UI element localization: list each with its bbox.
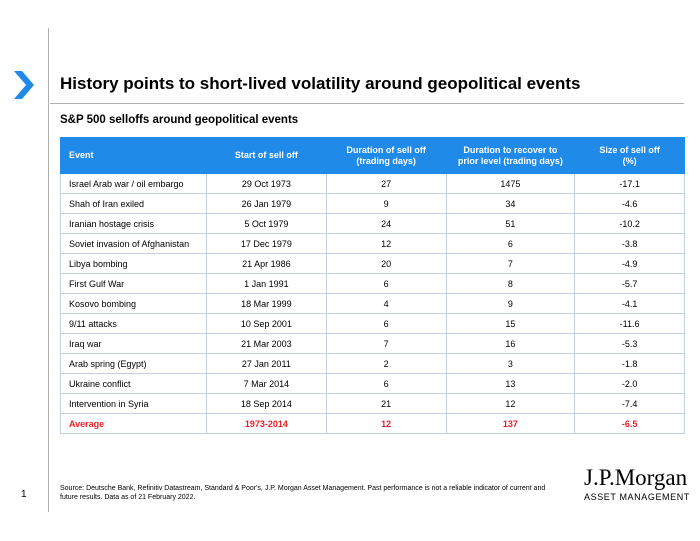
duration-cell: 6 bbox=[326, 274, 446, 294]
event-cell: 9/11 attacks bbox=[61, 314, 207, 334]
recovery-cell: 12 bbox=[446, 394, 575, 414]
logo-subtitle: ASSET MANAGEMENT bbox=[584, 492, 690, 502]
duration-cell: 21 bbox=[326, 394, 446, 414]
table-title: S&P 500 selloffs around geopolitical events bbox=[60, 114, 299, 126]
vertical-divider bbox=[48, 28, 49, 512]
duration-cell: 6 bbox=[326, 314, 446, 334]
start-cell: 21 Mar 2003 bbox=[206, 334, 326, 354]
recovery-cell: 7 bbox=[446, 254, 575, 274]
duration-cell: 12 bbox=[326, 414, 446, 434]
source-note: Source: Deutsche Bank, Refinitiv Datastream, Standard & Poor's, J.P. Morgan Asset Management. Past performance is not a reliable indicator of current and future results. Data as of 21 February 2022. bbox=[60, 485, 546, 501]
recovery-cell: 51 bbox=[446, 214, 575, 234]
duration-cell: 27 bbox=[326, 174, 446, 194]
size-cell: -11.6 bbox=[575, 314, 685, 334]
duration-cell: 4 bbox=[326, 294, 446, 314]
recovery-cell: 3 bbox=[446, 354, 575, 374]
start-cell: 26 Jan 1979 bbox=[206, 194, 326, 214]
table-row bbox=[61, 394, 685, 414]
duration-cell: 6 bbox=[326, 374, 446, 394]
table-row bbox=[61, 234, 685, 254]
duration-cell: 24 bbox=[326, 214, 446, 234]
recovery-cell: 137 bbox=[446, 414, 575, 434]
event-cell: Soviet invasion of Afghanistan bbox=[61, 234, 207, 254]
duration-cell: 9 bbox=[326, 194, 446, 214]
start-cell: 17 Dec 1979 bbox=[206, 234, 326, 254]
recovery-cell: 15 bbox=[446, 314, 575, 334]
title-divider bbox=[50, 103, 684, 104]
event-cell: Shah of Iran exiled bbox=[61, 194, 207, 214]
start-cell: 1 Jan 1991 bbox=[206, 274, 326, 294]
event-cell: Intervention in Syria bbox=[61, 394, 207, 414]
recovery-cell: 1475 bbox=[446, 174, 575, 194]
column-header-start: Start of sell off bbox=[206, 138, 326, 174]
size-cell: -7.4 bbox=[575, 394, 685, 414]
column-header-size: Size of sell off (%) bbox=[575, 138, 685, 174]
size-cell: -17.1 bbox=[575, 174, 685, 194]
recovery-cell: 9 bbox=[446, 294, 575, 314]
table-row bbox=[61, 354, 685, 374]
event-cell: Ukraine conflict bbox=[61, 374, 207, 394]
size-cell: -4.1 bbox=[575, 294, 685, 314]
recovery-cell: 13 bbox=[446, 374, 575, 394]
start-cell: 18 Mar 1999 bbox=[206, 294, 326, 314]
size-cell: -4.6 bbox=[575, 194, 685, 214]
table-row bbox=[61, 314, 685, 334]
event-cell: Iraq war bbox=[61, 334, 207, 354]
selloffs-table bbox=[60, 137, 685, 434]
table-header-row bbox=[61, 138, 685, 174]
start-cell: 21 Apr 1986 bbox=[206, 254, 326, 274]
page-title: History points to short-lived volatility around geopolitical events bbox=[60, 74, 581, 93]
size-cell: -2.0 bbox=[575, 374, 685, 394]
logo-wordmark: J.P.Morgan bbox=[584, 465, 688, 490]
size-cell: -5.3 bbox=[575, 334, 685, 354]
event-cell: Average bbox=[61, 414, 207, 434]
start-cell: 29 Oct 1973 bbox=[206, 174, 326, 194]
table-row bbox=[61, 254, 685, 274]
recovery-cell: 8 bbox=[446, 274, 575, 294]
start-cell: 1973-2014 bbox=[206, 414, 326, 434]
recovery-cell: 16 bbox=[446, 334, 575, 354]
event-cell: Israel Arab war / oil embargo bbox=[61, 174, 207, 194]
size-cell: -1.8 bbox=[575, 354, 685, 374]
event-cell: Kosovo bombing bbox=[61, 294, 207, 314]
size-cell: -10.2 bbox=[575, 214, 685, 234]
start-cell: 27 Jan 2011 bbox=[206, 354, 326, 374]
event-cell: Iranian hostage crisis bbox=[61, 214, 207, 234]
duration-cell: 12 bbox=[326, 234, 446, 254]
duration-cell: 2 bbox=[326, 354, 446, 374]
table-row bbox=[61, 374, 685, 394]
column-header-event: Event bbox=[61, 138, 207, 174]
recovery-cell: 34 bbox=[446, 194, 575, 214]
recovery-cell: 6 bbox=[446, 234, 575, 254]
size-cell: -6.5 bbox=[575, 414, 685, 434]
chevron-right-icon bbox=[12, 69, 36, 101]
start-cell: 10 Sep 2001 bbox=[206, 314, 326, 334]
event-cell: Arab spring (Egypt) bbox=[61, 354, 207, 374]
table-row bbox=[61, 334, 685, 354]
column-header-recovery: Duration to recover to prior level (trading days) bbox=[446, 138, 575, 174]
table-row bbox=[61, 174, 685, 194]
table-row bbox=[61, 214, 685, 234]
duration-cell: 7 bbox=[326, 334, 446, 354]
start-cell: 18 Sep 2014 bbox=[206, 394, 326, 414]
start-cell: 5 Oct 1979 bbox=[206, 214, 326, 234]
size-cell: -5.7 bbox=[575, 274, 685, 294]
table-row bbox=[61, 274, 685, 294]
jpmorgan-logo bbox=[584, 465, 690, 502]
table-row bbox=[61, 194, 685, 214]
size-cell: -4.9 bbox=[575, 254, 685, 274]
duration-cell: 20 bbox=[326, 254, 446, 274]
table-row bbox=[61, 294, 685, 314]
event-cell: First Gulf War bbox=[61, 274, 207, 294]
page-number: 1 bbox=[21, 489, 27, 500]
event-cell: Libya bombing bbox=[61, 254, 207, 274]
average-row bbox=[61, 414, 685, 434]
start-cell: 7 Mar 2014 bbox=[206, 374, 326, 394]
size-cell: -3.8 bbox=[575, 234, 685, 254]
column-header-duration: Duration of sell off (trading days) bbox=[326, 138, 446, 174]
